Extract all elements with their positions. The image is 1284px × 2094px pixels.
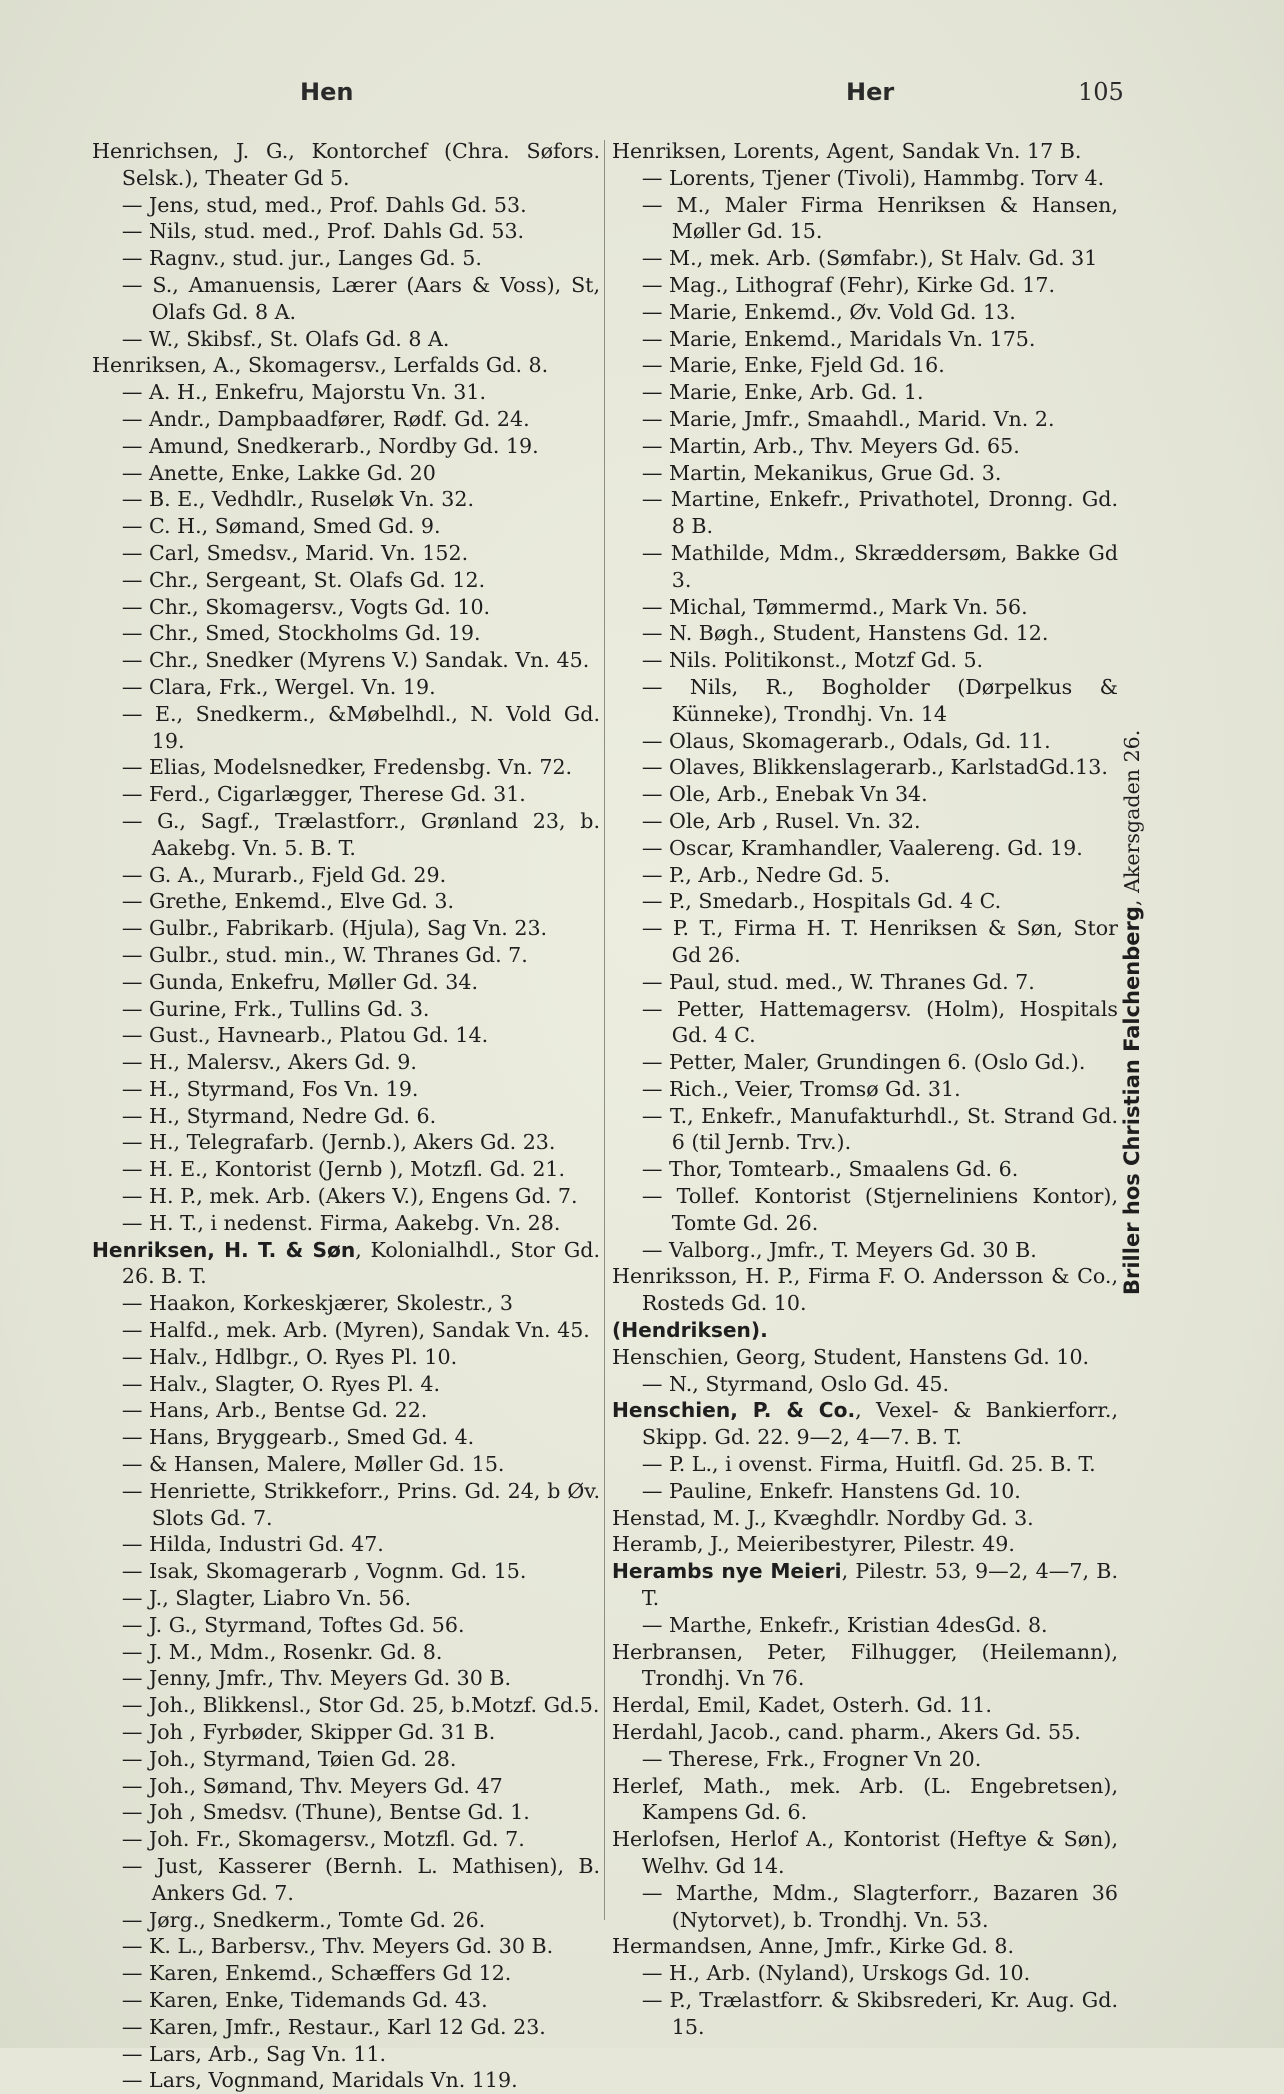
directory-entry: — N., Styrmand, Oslo Gd. 45. bbox=[641, 1371, 950, 1396]
directory-entry: Herdahl, Jacob., cand. pharm., Akers Gd. 55. bbox=[612, 1720, 1081, 1745]
directory-entry: — Mathilde, Mdm., Skræddersøm, Bakke Gd 3. bbox=[641, 540, 1118, 592]
directory-entry: — A. H., Enkefru, Majorstu Vn. 31. bbox=[121, 380, 486, 405]
directory-entry: — Chr., Smed, Stockholms Gd. 19. bbox=[121, 621, 481, 646]
directory-entry: — Joh., Styrmand, Tøien Gd. 28. bbox=[121, 1746, 457, 1771]
directory-entry: — Therese, Frk., Frogner Vn 20. bbox=[641, 1746, 982, 1771]
directory-entry: Heramb, J., Meieribestyrer, Pilestr. 49. bbox=[612, 1532, 1015, 1557]
column-divider bbox=[604, 140, 605, 1920]
directory-entry: — Jens, stud, med., Prof. Dahls Gd. 53. bbox=[121, 192, 527, 217]
directory-entry: — Martine, Enkefr., Privathotel, Dronng. Gd. 8 B. bbox=[641, 487, 1118, 539]
directory-entry: — Halv., Hdlbgr., O. Ryes Pl. 10. bbox=[121, 1344, 458, 1369]
directory-entry: — Marthe, Mdm., Slagterforr., Bazaren 36 (Nytorvet), b. Trondhj. Vn. 53. bbox=[641, 1880, 1118, 1932]
directory-entry: — Chr., Snedker (Myrens V.) Sandak. Vn. 45. bbox=[121, 648, 590, 673]
directory-entry: — Martin, Mekanikus, Grue Gd. 3. bbox=[641, 460, 1002, 485]
directory-entry: Herlofsen, Herlof A., Kontorist (Heftye & Søn), Welhv. Gd 14. bbox=[612, 1827, 1118, 1878]
directory-entry: — Olaus, Skomagerarb., Odals, Gd. 11. bbox=[641, 728, 1051, 753]
directory-entry: — H. P., mek. Arb. (Akers V.), Engens Gd. 7. bbox=[121, 1184, 578, 1209]
directory-entry: — Chr., Sergeant, St. Olafs Gd. 12. bbox=[121, 567, 486, 592]
directory-entry: — Just, Kasserer (Bernh. L. Mathisen), B. Ankers Gd. 7. bbox=[121, 1854, 600, 1905]
directory-entry: — P. L., i ovenst. Firma, Huitfl. Gd. 25. B. T. bbox=[641, 1452, 1096, 1477]
header-left-keyword: Hen bbox=[300, 78, 354, 106]
directory-entry: — Joh., Sømand, Thv. Meyers Gd. 47 bbox=[121, 1773, 503, 1798]
directory-entry: — M., mek. Arb. (Sømfabr.), St Halv. Gd. 31 bbox=[641, 246, 1098, 271]
directory-entry: — Carl, Smedsv., Marid. Vn. 152. bbox=[121, 540, 469, 565]
directory-entry: — H., Telegrafarb. (Jernb.), Akers Gd. 23. bbox=[121, 1130, 556, 1155]
directory-entry: — P., Smedarb., Hospitals Gd. 4 C. bbox=[641, 889, 1002, 914]
directory-entry: — Marie, Enke, Fjeld Gd. 16. bbox=[641, 353, 945, 378]
directory-entry: — W., Skibsf., St. Olafs Gd. 8 A. bbox=[121, 326, 450, 351]
directory-entry: — Anette, Enke, Lakke Gd. 20 bbox=[121, 460, 436, 485]
entry-bold-name: Herambs nye Meieri bbox=[612, 1559, 842, 1584]
directory-entry: — Halv., Slagter, O. Ryes Pl. 4. bbox=[121, 1371, 440, 1396]
directory-entry: — Ragnv., stud. jur., Langes Gd. 5. bbox=[121, 246, 482, 271]
entry-text: , Kolonialhdl., Stor Gd. 26. B. T. bbox=[121, 1237, 600, 1289]
directory-entry: Henschien, Georg, Student, Hanstens Gd. 10. bbox=[612, 1344, 1090, 1369]
directory-entry: — H., Arb. (Nyland), Urskogs Gd. 10. bbox=[641, 1961, 1031, 1986]
directory-entry: — Andr., Dampbaadfører, Rødf. Gd. 24. bbox=[121, 406, 530, 431]
directory-entry: — Paul, stud. med., W. Thranes Gd. 7. bbox=[641, 969, 1035, 994]
directory-entry: — Mag., Lithograf (Fehr), Kirke Gd. 17. bbox=[641, 272, 1055, 297]
directory-entry: — Marie, Jmfr., Smaahdl., Marid. Vn. 2. bbox=[641, 406, 1055, 431]
entry-text: , Pilestr. 53, 9—2, 4—7, B. T. bbox=[641, 1559, 1118, 1611]
directory-entry: — Petter, Hattemagersv. (Holm), Hospitals Gd. 4 C. bbox=[641, 996, 1118, 1048]
directory-entry: — Martin, Arb., Thv. Meyers Gd. 65. bbox=[641, 433, 1020, 458]
directory-entry: — Hans, Arb., Bentse Gd. 22. bbox=[121, 1398, 428, 1423]
directory-entry: — Tollef. Kontorist (Stjerneliniens Kontor), Tomte Gd. 26. bbox=[641, 1184, 1118, 1235]
directory-entry: — Clara, Frk., Wergel. Vn. 19. bbox=[121, 674, 436, 699]
directory-entry: — Amund, Snedkerarb., Nordby Gd. 19. bbox=[121, 433, 539, 458]
directory-entry: — Valborg., Jmfr., T. Meyers Gd. 30 B. bbox=[641, 1237, 1037, 1262]
directory-entry bbox=[612, 1317, 1118, 1344]
directory-entry: — H., Malersv., Akers Gd. 9. bbox=[121, 1050, 417, 1075]
directory-entry: — Joh , Smedsv. (Thune), Bentse Gd. 1. bbox=[121, 1800, 530, 1825]
directory-entry: — Elias, Modelsnedker, Fredensbg. Vn. 72. bbox=[121, 755, 573, 780]
entry-text: , Vexel- & Bankierforr., Skipp. Gd. 22. 9—2, 4—7. B. T. bbox=[641, 1398, 1118, 1450]
directory-entry: Herlef, Math., mek. Arb. (L. Engebretsen), Kampens Gd. 6. bbox=[612, 1773, 1118, 1825]
directory-entry: — Ferd., Cigarlægger, Therese Gd. 31. bbox=[121, 782, 526, 807]
directory-entry: — P. T., Firma H. T. Henriksen & Søn, Stor Gd 26. bbox=[641, 916, 1118, 967]
directory-entry: — Marthe, Enkefr., Kristian 4desGd. 8. bbox=[641, 1612, 1048, 1637]
directory-entry: — Chr., Skomagersv., Vogts Gd. 10. bbox=[121, 594, 491, 619]
directory-entry: — Petter, Maler, Grundingen 6. (Oslo Gd.). bbox=[641, 1050, 1086, 1075]
directory-entry: Henriksen, Lorents, Agent, Sandak Vn. 17 B. bbox=[612, 139, 1082, 163]
directory-entry: — Karen, Jmfr., Restaur., Karl 12 Gd. 23. bbox=[121, 2014, 546, 2039]
directory-entry: Henrichsen, J. G., Kontorchef (Chra. Søfors. Selsk.), Theater Gd 5. bbox=[92, 139, 600, 190]
directory-entry: — K. L., Barbersv., Thv. Meyers Gd. 30 B. bbox=[121, 1934, 554, 1959]
directory-entry: — Joh , Fyrbøder, Skipper Gd. 31 B. bbox=[121, 1720, 496, 1745]
directory-entry: — Nils. Politikonst., Motzf Gd. 5. bbox=[641, 648, 984, 673]
directory-entry: — Marie, Enkemd., Øv. Vold Gd. 13. bbox=[641, 299, 1016, 324]
directory-entry: — G. A., Murarb., Fjeld Gd. 29. bbox=[121, 862, 447, 887]
directory-entry: — M., Maler Firma Henriksen & Hansen, Møller Gd. 15. bbox=[641, 192, 1118, 244]
directory-entry: — Gust., Havnearb., Platou Gd. 14. bbox=[121, 1023, 489, 1048]
directory-entry: — Jenny, Jmfr., Thv. Meyers Gd. 30 B. bbox=[121, 1666, 512, 1691]
directory-entry: — Ole, Arb., Enebak Vn 34. bbox=[641, 782, 928, 807]
directory-entry: — T., Enkefr., Manufakturhdl., St. Strand Gd. 6 (til Jernb. Trv.). bbox=[641, 1103, 1118, 1155]
entry-bold-name: (Hendriksen). bbox=[612, 1318, 768, 1343]
directory-entry: — H., Styrmand, Nedre Gd. 6. bbox=[121, 1103, 437, 1128]
directory-entry: — Gulbr., stud. min., W. Thranes Gd. 7. bbox=[121, 942, 528, 967]
directory-entry: — Hilda, Industri Gd. 47. bbox=[121, 1532, 384, 1557]
directory-entry: Hermandsen, Anne, Jmfr., Kirke Gd. 8. bbox=[612, 1934, 1015, 1959]
directory-entry: — G., Sagf., Trælastforr., Grønland 23, b. Aakebg. Vn. 5. B. T. bbox=[121, 808, 600, 860]
directory-entry: — Michal, Tømmermd., Mark Vn. 56. bbox=[641, 594, 1028, 619]
directory-entry: — Nils, stud. med., Prof. Dahls Gd. 53. bbox=[121, 219, 525, 244]
directory-entry: — J., Slagter, Liabro Vn. 56. bbox=[121, 1586, 412, 1611]
left-column bbox=[92, 138, 600, 2094]
directory-entry: — C. H., Sømand, Smed Gd. 9. bbox=[121, 514, 441, 539]
side-ad-name: Briller hos Christian Falchenberg bbox=[1120, 906, 1144, 1295]
directory-entry: — Nils, R., Bogholder (Dørpelkus & Künneke), Trondhj. Vn. 14 bbox=[641, 674, 1118, 726]
directory-entry: — J. M., Mdm., Rosenkr. Gd. 8. bbox=[121, 1639, 443, 1664]
directory-entry: — H., Styrmand, Fos Vn. 19. bbox=[121, 1076, 419, 1101]
directory-entry: — H. E., Kontorist (Jernb ), Motzfl. Gd. 21. bbox=[121, 1157, 566, 1182]
directory-entry: — Olaves, Blikkenslagerarb., KarlstadGd.13. bbox=[641, 755, 1108, 780]
directory-entry: — Jørg., Snedkerm., Tomte Gd. 26. bbox=[121, 1907, 486, 1932]
directory-entry bbox=[92, 1237, 600, 1291]
directory-entry: — Lars, Vognmand, Maridals Vn. 119. bbox=[121, 2068, 518, 2093]
directory-entry: — Rich., Veier, Tromsø Gd. 31. bbox=[641, 1076, 961, 1101]
directory-entry: — H. T., i nedenst. Firma, Aakebg. Vn. 28. bbox=[121, 1210, 561, 1235]
directory-entry: — Karen, Enke, Tidemands Gd. 43. bbox=[121, 1987, 488, 2012]
directory-entry: — Halfd., mek. Arb. (Myren), Sandak Vn. 45. bbox=[121, 1318, 590, 1343]
directory-entry: — Marie, Enkemd., Maridals Vn. 175. bbox=[641, 326, 1036, 351]
directory-entry: — Joh., Blikkensl., Stor Gd. 25, b.Motzf. Gd.5. bbox=[121, 1693, 600, 1718]
directory-entry: — & Hansen, Malere, Møller Gd. 15. bbox=[121, 1452, 505, 1477]
directory-entry: Henstad, M. J., Kvæghdlr. Nordby Gd. 3. bbox=[612, 1505, 1034, 1530]
directory-entry: — Thor, Tomtearb., Smaalens Gd. 6. bbox=[641, 1157, 1019, 1182]
directory-entry: — Grethe, Enkemd., Elve Gd. 3. bbox=[121, 889, 454, 914]
page-number: 105 bbox=[1078, 78, 1124, 106]
directory-entry: — P., Arb., Nedre Gd. 5. bbox=[641, 862, 891, 887]
directory-entry: — Haakon, Korkeskjærer, Skolestr., 3 bbox=[121, 1291, 513, 1316]
directory-entry: Herdal, Emil, Kadet, Osterh. Gd. 11. bbox=[612, 1693, 992, 1718]
directory-entry: — Joh. Fr., Skomagersv., Motzfl. Gd. 7. bbox=[121, 1827, 525, 1852]
right-column bbox=[612, 138, 1118, 2041]
directory-entry: — N. Bøgh., Student, Hanstens Gd. 12. bbox=[641, 621, 1049, 646]
directory-entry: Herbransen, Peter, Filhugger, (Heilemann), Trondhj. Vn 76. bbox=[612, 1639, 1118, 1691]
directory-entry: Henriksen, A., Skomagersv., Lerfalds Gd. 8. bbox=[92, 353, 549, 378]
directory-entry bbox=[612, 1558, 1118, 1612]
directory-entry: — Gurine, Frk., Tullins Gd. 3. bbox=[121, 996, 430, 1021]
directory-entry: — Karen, Enkemd., Schæffers Gd 12. bbox=[121, 1961, 512, 1986]
directory-entry: — Lorents, Tjener (Tivoli), Hammbg. Torv 4. bbox=[641, 165, 1105, 190]
directory-entry: — E., Snedkerm., &Møbelhdl., N. Vold Gd. 19. bbox=[121, 701, 600, 753]
directory-entry: — Oscar, Kramhandler, Vaalereng. Gd. 19. bbox=[641, 835, 1083, 860]
page-header bbox=[0, 78, 1284, 114]
directory-entry: — Hans, Bryggearb., Smed Gd. 4. bbox=[121, 1425, 475, 1450]
directory-entry bbox=[612, 1397, 1118, 1451]
directory-entry: — Pauline, Enkefr. Hanstens Gd. 10. bbox=[641, 1478, 1021, 1503]
directory-entry: — Isak, Skomagerarb , Vognm. Gd. 15. bbox=[121, 1559, 527, 1584]
directory-entry: — Lars, Arb., Sag Vn. 11. bbox=[121, 2041, 387, 2066]
directory-entry: — Gulbr., Fabrikarb. (Hjula), Sag Vn. 23. bbox=[121, 916, 548, 941]
directory-entry: — B. E., Vedhdlr., Ruseløk Vn. 32. bbox=[121, 487, 475, 512]
side-ad-address: , Akersgaden 26. bbox=[1120, 729, 1144, 907]
directory-entry: — S., Amanuensis, Lærer (Aars & Voss), St, Olafs Gd. 8 A. bbox=[121, 272, 600, 324]
directory-entry: — Gunda, Enkefru, Møller Gd. 34. bbox=[121, 969, 479, 994]
directory-entry: — P., Trælastforr. & Skibsrederi, Kr. Aug. Gd. 15. bbox=[641, 1987, 1118, 2039]
side-advertisement bbox=[1117, 730, 1147, 1295]
directory-entry: — Marie, Enke, Arb. Gd. 1. bbox=[641, 380, 924, 405]
directory-entry: — Henriette, Strikkeforr., Prins. Gd. 24, b Øv. Slots Gd. 7. bbox=[121, 1478, 600, 1530]
entry-bold-name: Henschien, P. & Co. bbox=[612, 1398, 856, 1423]
directory-entry: Henriksson, H. P., Firma F. O. Andersson & Co., Rosteds Gd. 10. bbox=[612, 1264, 1118, 1316]
directory-entry: — J. G., Styrmand, Toftes Gd. 56. bbox=[121, 1612, 465, 1637]
directory-entry: — Ole, Arb , Rusel. Vn. 32. bbox=[641, 808, 921, 833]
header-right-keyword: Her bbox=[846, 78, 895, 106]
entry-bold-name: Henriksen, H. T. & Søn bbox=[92, 1237, 356, 1262]
